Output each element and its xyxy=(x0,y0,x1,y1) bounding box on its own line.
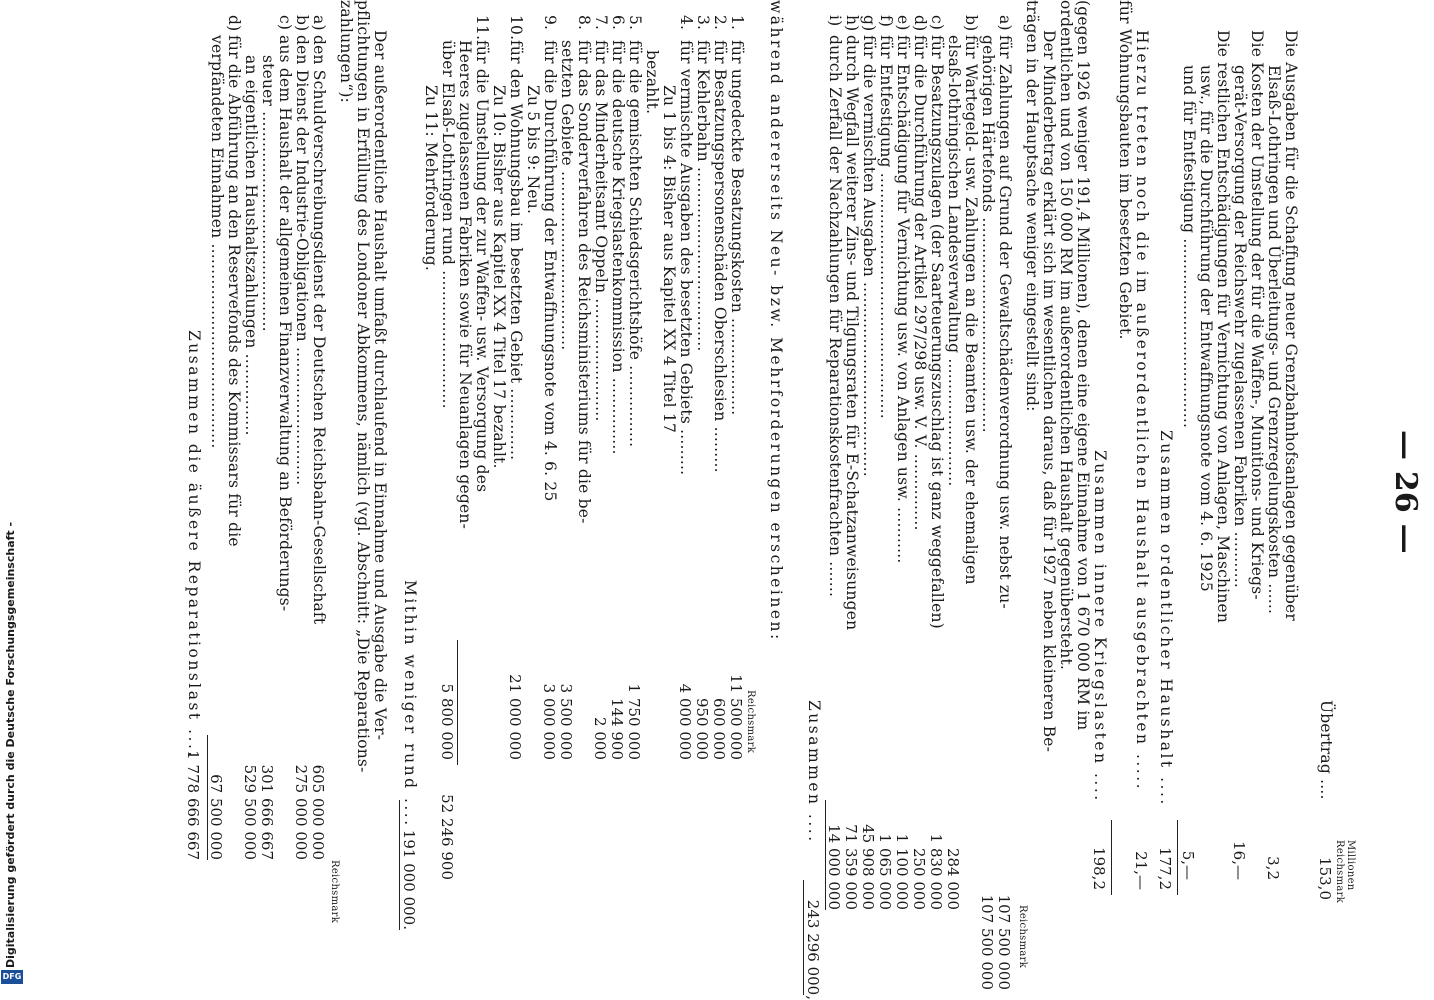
weniger-line-5-0: für Entfestigung ................................................ xyxy=(877,35,895,419)
rep-letter-1: b) xyxy=(293,15,311,32)
mehr-n-2: 3. xyxy=(694,15,712,31)
mithin-value: 191 000 000. xyxy=(400,829,418,930)
weniger-letter-8: i) xyxy=(826,15,844,27)
weniger-value-6: 45 908 000 xyxy=(859,824,877,910)
block1-line-0-1: Elsaß-Lothringen und Überleitungs- und Grenzregelungskosten ...... xyxy=(1265,65,1283,615)
mehr-line-3-0: für vermischte Ausgaben des besetzten Gebiets ......... xyxy=(677,40,695,476)
dfg-logo: DFG xyxy=(1,970,23,984)
block1-value-0: 3,2 xyxy=(1264,856,1282,880)
col-head-reichsmark-1: Reichsmark xyxy=(1017,905,1028,969)
page-number: — 26 — xyxy=(1388,430,1423,554)
waehrend-line: während andererseits Neu- bzw. Mehrforderungen erscheinen: xyxy=(767,0,785,642)
rep-line-3-0: für die Abführung an den Reservefonds des Kommissars für die xyxy=(225,35,243,547)
weniger-line-1-0: für Wartegeld- usw. Zahlungen an die Beamten usw. der ehemaligen xyxy=(962,35,980,585)
mehr-line-7-1: setzten Gebiete ................................... xyxy=(558,40,576,351)
weniger-line-2-0: für Besatzungszulagen (der Saarteuerungszuschlag ist ganz weggefallen) xyxy=(928,35,946,629)
weniger-value-2: 1 830 000 xyxy=(927,833,945,910)
total-ordentlich-value: 177,2 xyxy=(1156,847,1174,890)
total-repar-value: 1 778 666 667 xyxy=(184,750,202,860)
mehr-line-10-1: Heeres zugelassenen Fabriken sowie für Neuanlagen gegen- xyxy=(456,40,474,530)
block1-value-1: 16,— xyxy=(1230,841,1248,880)
mehr-line-8-0: für die Durchführung der Entwaffnungsnote vom 4. 6. 25 xyxy=(541,40,559,502)
mehr-line-9-1: Zu 10: Bisher aus Kapitel XX 4 Titel 17 bezahlt. xyxy=(490,85,508,469)
total-weniger-label: Zusammen .... xyxy=(805,700,823,844)
block1-line-1-0: Die Kosten der Umstellung der für die Waffen-, Munitions- und Kriegs- xyxy=(1248,30,1266,600)
weniger-letter-5: f) xyxy=(877,15,895,28)
weniger-value-0: 107 500 000 xyxy=(978,894,996,990)
rep-line-3-1: verpfändeten Einnahmen ........................................ xyxy=(208,35,226,449)
block1-line-2-1: usw., für die Durchführung der Entwaffnungsnote vom 4. 6. 1925 xyxy=(1197,65,1215,592)
rep-value-1: 275 000 000 xyxy=(292,764,310,860)
mehr-value-1: 600 000 xyxy=(710,697,728,760)
weniger-line-6-0: für die vermischten Ausgaben ...................................... xyxy=(860,35,878,477)
mehr-n-3: 4. xyxy=(677,15,695,31)
mehr-line-4-0: für die gemischten Schiedsgerichtshöfe ................ xyxy=(626,40,644,448)
minderbetrag-line-1: trägen in der Hauptsache weniger eingestellt sind: xyxy=(1023,0,1041,412)
mehr-n-1: 2. xyxy=(711,15,729,31)
mehr-n-5: 6. xyxy=(609,15,627,31)
gegen1926-line-1: ordentlichen und von 150 000 RM im außerordentlichen Haushalt gegenübersteht. xyxy=(1057,0,1075,671)
weniger-value-0: 107 500 000 xyxy=(995,894,1013,990)
weniger-letter-6: g) xyxy=(860,15,878,32)
mehr-value-3: 4 000 000 xyxy=(676,683,694,760)
rule-mehr xyxy=(457,640,458,765)
weniger-value-3: 250 000 xyxy=(910,847,928,910)
rep-value-3: 67 500 000 xyxy=(207,774,225,860)
ausserordentlich-line-0: Der außerordentliche Haushalt umfaßt durchlaufend in Einnahme und Ausgabe die Ver- xyxy=(371,30,389,741)
mehr-n-10: 11. xyxy=(473,15,491,41)
mehr-line-10-2: über Elsaß-Lothringen rund ........................... xyxy=(439,40,457,409)
weniger-line-0-1: gehörigen Härtefonds .......................................... xyxy=(979,35,997,433)
mehr-value-0: 11 500 000 xyxy=(727,674,745,760)
col-head-millionen-unit: Reichsmark xyxy=(1334,840,1345,904)
mehr-line-9-0: für den Wohnungsbau im besetzten Gebiet .............. xyxy=(507,40,525,461)
weniger-letter-2: c) xyxy=(928,15,946,31)
mehr-n-8: 9. xyxy=(541,15,559,31)
rep-letter-2: c) xyxy=(276,15,294,31)
hierzu-line-1: für Wohnungsbauten im besetzten Gebiet. xyxy=(1116,0,1134,340)
weniger-line-3-0: für die Durchführung der Artikel 297/298 usw. V. V. ............... xyxy=(911,35,929,531)
mehr-line-6-0: für das Minderheitsamt Oppeln ........................ xyxy=(592,40,610,422)
mehr-n-9: 10. xyxy=(507,15,525,41)
rule-mithin xyxy=(399,800,400,930)
weniger-value-1: 284 000 xyxy=(944,847,962,910)
weniger-letter-1: b) xyxy=(962,15,980,32)
hierzu-line-0: Hierzu treten noch die im außerordentlichen Haushalt ausgebrachten ..... xyxy=(1133,30,1151,792)
rep-line-1-0: den Dienst der Industrie-Obligationen ........................... xyxy=(293,35,311,486)
hierzu-value: 21,— xyxy=(1132,851,1150,890)
mehr-value-8: 3 000 000 xyxy=(540,683,558,760)
rep-value-2-0: 301 666 667 xyxy=(258,764,276,860)
rule-weniger-sub xyxy=(825,800,826,910)
footer-text: Digitalisierung gefördert durch die Deutsche Forschungsgemeinschaft - xyxy=(4,521,17,968)
rule-ordentlich xyxy=(1177,820,1178,895)
rep-line-0-0: den Schuldverschreibungsdienst der Deutschen Reichsbahn-Gesellschaft xyxy=(310,35,328,625)
col-head-millionen: Millionen xyxy=(1345,840,1356,891)
mehr-n-6: 7. xyxy=(592,15,610,31)
weniger-letter-0: a) xyxy=(996,15,1014,31)
mehr-line-5-0: für die deutsche Kriegslastenkommission ............... xyxy=(609,40,627,455)
total-repar-label: Zusammen die äußere Reparationslast .... xyxy=(185,330,203,759)
rep-letter-3: d) xyxy=(225,15,243,32)
mehr-line-1-0: für Besatzungspersonenschäden Oberschlesien ......... xyxy=(711,40,729,473)
mehr-value-9: 21 000 000 xyxy=(506,674,524,760)
mehr-n-0: 1. xyxy=(728,15,746,31)
total-weniger-value: 243 296 000, xyxy=(804,899,822,1000)
weniger-line-8-0: durch Zerfall der Nachzahlungen für Reparationskostenfrachten ....... xyxy=(826,35,844,598)
weniger-line-0-0: für Zahlungen auf Grund der Gewaltschädenverordnung usw. nebst zu- xyxy=(996,35,1014,609)
block1-value-2: 5,— xyxy=(1179,850,1197,880)
mehr-value-6: 2 000 xyxy=(591,717,609,760)
block1-line-2-2: und für Entfestigung ..................................... xyxy=(1180,65,1198,429)
rule-repar xyxy=(207,735,208,860)
weniger-letter-3: d) xyxy=(911,15,929,32)
mehr-line-3-1: Zu 1 bis 4: Bisher aus Kapitel XX 4 Titel 17 xyxy=(660,85,678,434)
mehr-value-2: 950 000 xyxy=(693,697,711,760)
mehr-line-2-0: für Kehlerbahn .................................... xyxy=(694,40,712,352)
mehr-line-8-1: Zu 5 bis 9: Neu. xyxy=(524,85,542,215)
weniger-value-7: 71 359 000 xyxy=(842,824,860,910)
mehr-n-4: 5. xyxy=(626,15,644,31)
total-innere-value: 198,2 xyxy=(1090,847,1108,890)
mehr-line-10-3: Zu 11: Mehrforderung. xyxy=(422,85,440,271)
weniger-line-1-1: elsaß-lothringischen Landesverwaltung ......................... xyxy=(945,35,963,487)
weniger-value-4: 1 100 000 xyxy=(893,833,911,910)
mehr-line-0-0: für ungedeckte Besatzungskosten ................... xyxy=(728,40,746,416)
mehr-value-4: 1 750 000 xyxy=(625,683,643,760)
uebertrag-value: 153,0 xyxy=(1316,857,1334,900)
mehr-total-value: 52 246 900 xyxy=(438,794,456,880)
rep-value-2-1: 529 500 000 xyxy=(241,764,259,860)
weniger-letter-7: h) xyxy=(843,15,861,32)
mehr-n-7: 8. xyxy=(575,15,593,31)
mehr-value-7: 3 500 000 xyxy=(557,683,575,760)
minderbetrag-line-0: Der Minderbetrag erklärt sich im wesentlichen daraus, daß für 1927 neben kleineren Be- xyxy=(1040,30,1058,753)
rule-innere xyxy=(1111,820,1112,895)
rep-letter-0: a) xyxy=(310,15,328,31)
block1-line-2-0: Die restlichen Entschädigungen für Vernichtung von Anlagen, Maschinen xyxy=(1214,30,1232,624)
weniger-value-8: 14 000 000 xyxy=(825,824,843,910)
weniger-value-5: 1 065 000 xyxy=(876,833,894,910)
total-ordentlich-label: Zusammen ordentlicher Haushalt .... xyxy=(1157,430,1175,807)
weniger-line-7-0: durch Wegfall weiterer Zins- und Tilgungsraten für E-Schatzanweisungen xyxy=(843,35,861,631)
weniger-letter-4: e) xyxy=(894,15,912,31)
mehr-line-7-0: für das Sonderverfahren des Reichsministeriums für die be- xyxy=(575,40,593,524)
total-innere-label: Zusammen innere Kriegslasten .... xyxy=(1091,450,1109,803)
mehr-line-10-0: für die Umstellung der zur Waffen- usw. Versorgung des xyxy=(473,40,491,493)
ausserordentlich-line-1: pflichtungen in Erfüllung des Londoner Abkommens, nämlich (vgl. Abschnitt: „Die Reparations- xyxy=(354,0,372,773)
col-head-reichsmark-2: Reichsmark xyxy=(745,690,756,754)
col-head-reichsmark-3: Reichsmark xyxy=(329,860,340,924)
mithin-label: Mithin weniger rund .... xyxy=(401,580,419,828)
mehr-line-3-2: bezahlt. xyxy=(643,50,661,115)
rule-weniger-total xyxy=(803,880,804,995)
ausserordentlich-line-2: zahlungen“): xyxy=(337,0,355,103)
mehr-value-10: 5 800 000 xyxy=(438,683,456,760)
rep-line-2-2: an eigentlichen Haushaltszahlungen ................ xyxy=(242,55,260,436)
gegen1926-line-0: (gegen 1926 weniger 191,4 Millionen), denen eine eigene Einnahme von 1 670 000 RM im xyxy=(1074,0,1092,731)
rep-line-2-0: aus dem Haushalt der allgemeinen Finanzverwaltung an Beförderungs- xyxy=(276,35,294,612)
block1-line-0-0: Die Ausgaben für die Schaffung neuer Grenzbahnhofsanlagen gegenüber xyxy=(1282,30,1300,622)
rep-line-2-1: steuer ........................................... xyxy=(259,55,277,332)
weniger-line-4-0: für Entschädigung für Vernichtung usw. von Anlagen usw. ........... xyxy=(894,35,912,564)
uebertrag-label: Übertrag .... xyxy=(1317,700,1335,800)
rep-value-0: 605 000 000 xyxy=(309,764,327,860)
block1-line-1-1: gerät-Versorgung der Reichswehr zugelassenen Fabriken ........... xyxy=(1231,65,1249,588)
mehr-value-5: 144 900 xyxy=(608,697,626,760)
